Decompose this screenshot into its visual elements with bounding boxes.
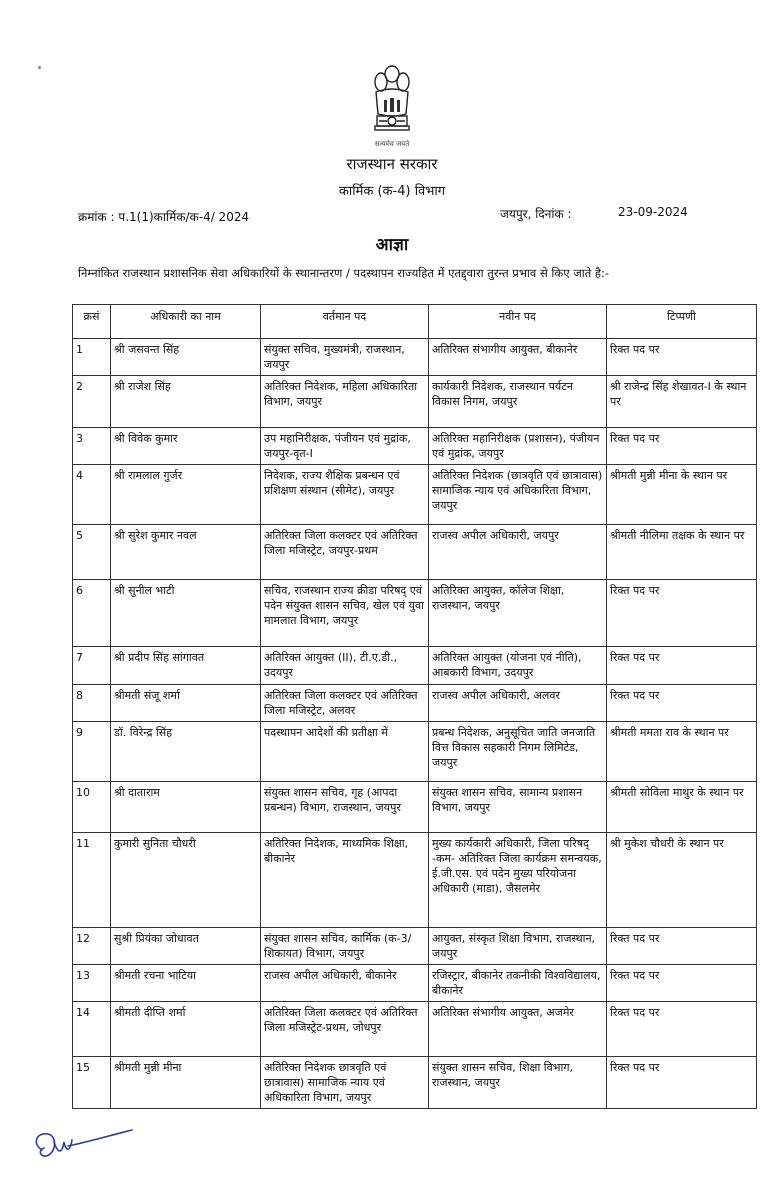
current-post-cell: राजस्व अपील अधिकारी, बीकानेर — [261, 965, 429, 1002]
remark-cell: श्रीमती ममता राव के स्थान पर — [607, 722, 757, 782]
serial-cell: 13 — [73, 965, 111, 1002]
officer-name-cell: श्री दाताराम — [111, 782, 261, 833]
officer-name-cell: श्री प्रदीप सिंह सांगावत — [111, 647, 261, 685]
new-post-cell: राजस्व अपील अधिकारी, जयपुर — [429, 525, 607, 580]
officer-name-cell: श्री सुरेश कुमार नवल — [111, 525, 261, 580]
serial-cell: 2 — [73, 376, 111, 428]
new-post-cell: अतिरिक्त आयुक्त, कॉलेज शिक्षा, राजस्थान, जयपुर — [429, 580, 607, 647]
serial-cell: 12 — [73, 928, 111, 965]
officer-name-cell: श्री राजेश सिंह — [111, 376, 261, 428]
government-name: राजस्थान सरकार — [346, 155, 438, 173]
header-current-post: वर्तमान पद — [261, 305, 429, 339]
remark-cell: श्रीमती मुन्नी मीना के स्थान पर — [607, 465, 757, 525]
header-remark: टिप्पणी — [607, 305, 757, 339]
current-post-cell: अतिरिक्त आयुक्त (II), टी.ए.डी., उदयपुर — [261, 647, 429, 685]
current-post-cell: संयुक्त शासन सचिव, कार्मिक (क-3/शिकायत) विभाग, जयपुर — [261, 928, 429, 965]
order-reference: क्रमांक : प.1(1)कार्मिक/क-4/ 2024 — [78, 210, 250, 224]
table-row — [73, 339, 757, 376]
table-row — [73, 428, 757, 465]
emblem-motto: सत्यमेव जयते — [374, 140, 410, 148]
officer-name-cell: डॉ. विरेन्द्र सिंह — [111, 722, 261, 782]
table-row — [73, 1057, 757, 1109]
table-row — [73, 833, 757, 928]
header-officer-name: अधिकारी का नाम — [111, 305, 261, 339]
current-post-cell: संयुक्त शासन सचिव, गृह (आपदा प्रबन्धन) विभाग, राजस्थान, जयपुर — [261, 782, 429, 833]
remark-cell: श्रीमती नीलिमा तक्षक के स्थान पर — [607, 525, 757, 580]
current-post-cell: अतिरिक्त निदेशक, महिला अधिकारिता विभाग, जयपुर — [261, 376, 429, 428]
new-post-cell: आयुक्त, संस्कृत शिक्षा विभाग, राजस्थान, जयपुर — [429, 928, 607, 965]
national-emblem-icon — [370, 62, 414, 144]
order-intro: निम्नांकित राजस्थान प्रशासनिक सेवा अधिकारियों के स्थानान्तरण / पदस्थापन राज्यहित में एतद्द्वारा तुरन्त प्रभाव से किए जाते है:- — [78, 266, 610, 280]
remark-cell: रिक्त पद पर — [607, 580, 757, 647]
table-row — [73, 685, 757, 722]
table-row — [73, 525, 757, 580]
order-title: आज्ञा — [375, 235, 409, 255]
new-post-cell: अतिरिक्त आयुक्त (योजना एवं नीति), आबकारी विभाग, उदयपुर — [429, 647, 607, 685]
new-post-cell: अतिरिक्त संभागीय आयुक्त, बीकानेर — [429, 339, 607, 376]
new-post-cell: संयुक्त शासन सचिव, शिक्षा विभाग, राजस्थान, जयपुर — [429, 1057, 607, 1109]
table-row — [73, 1002, 757, 1057]
new-post-cell: कार्यकारी निदेशक, राजस्थान पर्यटन विकास निगम, जयपुर — [429, 376, 607, 428]
remark-cell: रिक्त पद पर — [607, 1002, 757, 1057]
table-row — [73, 647, 757, 685]
table-row — [73, 465, 757, 525]
new-post-cell: अतिरिक्त संभागीय आयुक्त, अजमेर — [429, 1002, 607, 1057]
current-post-cell: अतिरिक्त निदेशक छात्रवृति एवं छात्रावास) सामाजिक न्याय एवं अधिकारिता विभाग, जयपुर — [261, 1057, 429, 1109]
remark-cell: रिक्त पद पर — [607, 685, 757, 722]
signature-icon — [28, 1120, 138, 1170]
officer-name-cell: कुमारी सुनिता चौधरी — [111, 833, 261, 928]
serial-cell: 7 — [73, 647, 111, 685]
officer-name-cell: श्री रामलाल गुर्जर — [111, 465, 261, 525]
order-date: 23-09-2024 — [618, 205, 688, 219]
officer-name-cell: श्रीमती दीप्ति शर्मा — [111, 1002, 261, 1057]
header-new-post: नवीन पद — [429, 305, 607, 339]
table-header-row — [73, 305, 757, 339]
serial-cell: 5 — [73, 525, 111, 580]
new-post-cell: संयुक्त शासन सचिव, सामान्य प्रशासन विभाग, जयपुर — [429, 782, 607, 833]
remark-cell: रिक्त पद पर — [607, 1057, 757, 1109]
remark-cell: रिक्त पद पर — [607, 647, 757, 685]
department-name: कार्मिक (क-4) विभाग — [338, 184, 446, 199]
current-post-cell: पदस्थापन आदेशों की प्रतीक्षा में — [261, 722, 429, 782]
current-post-cell: अतिरिक्त जिला कलक्टर एवं अतिरिक्त जिला मजिस्ट्रेट-प्रथम, जोधपुर — [261, 1002, 429, 1057]
scan-speck — [38, 66, 41, 69]
table-row — [73, 965, 757, 1002]
table-row — [73, 580, 757, 647]
serial-cell: 4 — [73, 465, 111, 525]
officer-name-cell: श्रीमती मुन्नी मीना — [111, 1057, 261, 1109]
current-post-cell: अतिरिक्त जिला कलक्टर एवं अतिरिक्त जिला मजिस्ट्रेट, अलवर — [261, 685, 429, 722]
table-row — [73, 376, 757, 428]
serial-cell: 9 — [73, 722, 111, 782]
serial-cell: 8 — [73, 685, 111, 722]
officer-name-cell: श्रीमती संजू शर्मा — [111, 685, 261, 722]
table-row — [73, 722, 757, 782]
serial-cell: 15 — [73, 1057, 111, 1109]
remark-cell: श्रीमती सोविला माथुर के स्थान पर — [607, 782, 757, 833]
serial-cell: 10 — [73, 782, 111, 833]
current-post-cell: उप महानिरीक्षक, पंजीयन एवं मुद्रांक, जयपुर-वृत-I — [261, 428, 429, 465]
serial-cell: 1 — [73, 339, 111, 376]
remark-cell: श्री राजेन्द्र सिंह शेखावत-I के स्थान पर — [607, 376, 757, 428]
new-post-cell: मुख्य कार्यकारी अधिकारी, जिला परिषद् -कम- अतिरिक्त जिला कार्यक्रम समन्वयक, ई.जी.एस. एवं पदेन मुख्य परियोजना अधिकारी (माडा), जैसलमेर — [429, 833, 607, 928]
new-post-cell: रजिस्ट्रार, बीकानेर तकनीकी विश्वविद्यालय, बीकानेर — [429, 965, 607, 1002]
serial-cell: 14 — [73, 1002, 111, 1057]
table-row — [73, 782, 757, 833]
new-post-cell: प्रबन्ध निदेशक, अनुसूचित जाति जनजाति वित्त विकास सहकारी निगम लिमिटेड, जयपुर — [429, 722, 607, 782]
place-date-label: जयपुर, दिनांक : — [500, 207, 572, 221]
serial-cell: 11 — [73, 833, 111, 928]
transfer-table — [72, 304, 757, 1109]
serial-cell: 6 — [73, 580, 111, 647]
officer-name-cell: श्रीमती रचना भाटिया — [111, 965, 261, 1002]
remark-cell: श्री मुकेश चौधरी के स्थान पर — [607, 833, 757, 928]
officer-name-cell: श्री विवेक कुमार — [111, 428, 261, 465]
current-post-cell: संयुक्त सचिव, मुख्यमंत्री, राजस्थान, जयपुर — [261, 339, 429, 376]
table-row — [73, 928, 757, 965]
new-post-cell: अतिरिक्त महानिरीक्षक (प्रशासन), पंजीयन एवं मुद्रांक, जयपुर — [429, 428, 607, 465]
serial-cell: 3 — [73, 428, 111, 465]
officer-name-cell: श्री सुनील भाटी — [111, 580, 261, 647]
header-serial: क्रसं — [73, 305, 111, 339]
current-post-cell: अतिरिक्त जिला कलक्टर एवं अतिरिक्त जिला मजिस्ट्रेट, जयपुर-प्रथम — [261, 525, 429, 580]
remark-cell: रिक्त पद पर — [607, 965, 757, 1002]
current-post-cell: अतिरिक्त निदेशक, माध्यमिक शिक्षा, बीकानेर — [261, 833, 429, 928]
remark-cell: रिक्त पद पर — [607, 928, 757, 965]
remark-cell: रिक्त पद पर — [607, 339, 757, 376]
remark-cell: रिक्त पद पर — [607, 428, 757, 465]
current-post-cell: निदेशक, राज्य शैक्षिक प्रबन्धन एवं प्रशिक्षण संस्थान (सीमेट), जयपुर — [261, 465, 429, 525]
new-post-cell: अतिरिक्त निदेशक (छात्रवृति एवं छात्रावास) सामाजिक न्याय एवं अधिकारिता विभाग, जयपुर — [429, 465, 607, 525]
officer-name-cell: श्री जसवन्त सिंह — [111, 339, 261, 376]
current-post-cell: सचिव, राजस्थान राज्य क्रीडा परिषद् एवं पदेन संयुक्त शासन सचिव, खेल एवं युवा मामलात विभाग, जयपुर — [261, 580, 429, 647]
officer-name-cell: सुश्री प्रियंका जोधावत — [111, 928, 261, 965]
new-post-cell: राजस्व अपील अधिकारी, अलवर — [429, 685, 607, 722]
